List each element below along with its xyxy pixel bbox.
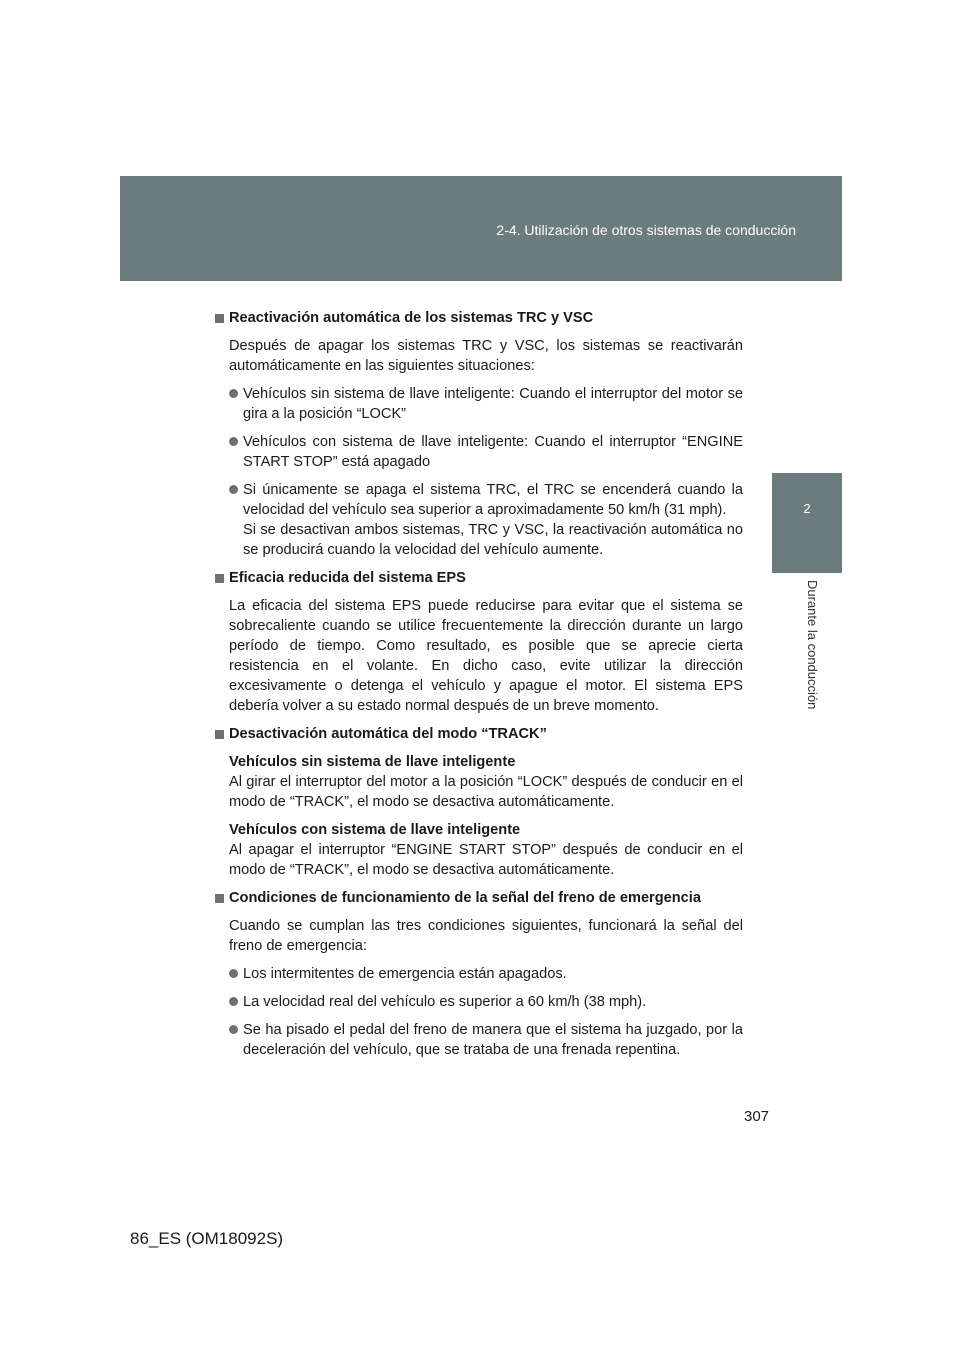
paragraph: Al girar el interruptor del motor a la posición “LOCK” después de conducir en el modo de “TRACK”, el modo se desactiva automáticamente. (229, 774, 743, 810)
list-item: Si únicamente se apaga el sistema TRC, el TRC se encenderá cuando la velocidad del vehículo sea superior a aproximadamente 50 km/h (31 mph). Si se desactivan ambos sistemas, TRC y VSC, la reactivación automática no se producirá cuando la velocidad del vehículo aumente. (229, 480, 743, 560)
circle-bullet-icon (229, 485, 238, 494)
section-title: 2-4. Utilización de otros sistemas de conducción (496, 222, 796, 238)
paragraph: Después de apagar los sistemas TRC y VSC, los sistemas se reactivarán automáticamente en las siguientes situaciones: (229, 338, 743, 374)
section-emergency-brake-signal (215, 888, 743, 1060)
list-item: Los intermitentes de emergencia están apagados. (229, 964, 743, 984)
chapter-label: Durante la conducción (805, 580, 820, 710)
square-bullet-icon (215, 730, 224, 739)
chapter-tab (772, 473, 842, 573)
section-eps (215, 568, 743, 716)
page-content (215, 308, 743, 1068)
section-heading: Reactivación automática de los sistemas TRC y VSC (229, 310, 594, 326)
header-band (120, 176, 842, 281)
subheading: Vehículos con sistema de llave inteligente (229, 822, 521, 838)
list-item: Se ha pisado el pedal del freno de manera que el sistema ha juzgado, por la deceleración del vehículo, que se trataba de una frenada repentina. (229, 1020, 743, 1060)
square-bullet-icon (215, 574, 224, 583)
paragraph: Cuando se cumplan las tres condiciones siguientes, funcionará la señal del freno de emergencia: (229, 918, 743, 954)
square-bullet-icon (215, 314, 224, 323)
section-heading: Eficacia reducida del sistema EPS (229, 570, 466, 586)
list-item: Vehículos sin sistema de llave inteligente: Cuando el interruptor del motor se gira a la posición “LOCK” (229, 384, 743, 424)
subheading: Vehículos sin sistema de llave inteligente (229, 754, 516, 770)
circle-bullet-icon (229, 969, 238, 978)
paragraph: Al apagar el interruptor “ENGINE START STOP” después de conducir en el modo de “TRACK”, el modo se desactiva automáticamente. (229, 842, 743, 878)
circle-bullet-icon (229, 1025, 238, 1034)
list-item: Vehículos con sistema de llave inteligente: Cuando el interruptor “ENGINE START STOP” está apagado (229, 432, 743, 472)
section-heading: Desactivación automática del modo “TRACK” (229, 726, 547, 742)
document-code: 86_ES (OM18092S) (130, 1229, 284, 1248)
square-bullet-icon (215, 894, 224, 903)
paragraph: La eficacia del sistema EPS puede reducirse para evitar que el sistema se sobrecaliente cuando se utilice frecuentemente la dirección durante un largo período de tiempo. Como resultado, es posible que se aprecie cierta resistencia en el volante. En dicho caso, evite utilizar la dirección excesivamente o detenga el vehículo y apague el motor. El sistema EPS debería volver a su estado normal después de un breve momento. (229, 598, 743, 714)
section-heading: Condiciones de funcionamiento de la señal del freno de emergencia (229, 890, 701, 906)
section-trc-vsc (215, 308, 743, 560)
section-track-mode (215, 724, 743, 880)
circle-bullet-icon (229, 997, 238, 1006)
chapter-number: 2 (803, 501, 811, 516)
circle-bullet-icon (229, 437, 238, 446)
page-number: 307 (744, 1108, 770, 1125)
list-item: La velocidad real del vehículo es superior a 60 km/h (38 mph). (229, 992, 743, 1012)
circle-bullet-icon (229, 389, 238, 398)
